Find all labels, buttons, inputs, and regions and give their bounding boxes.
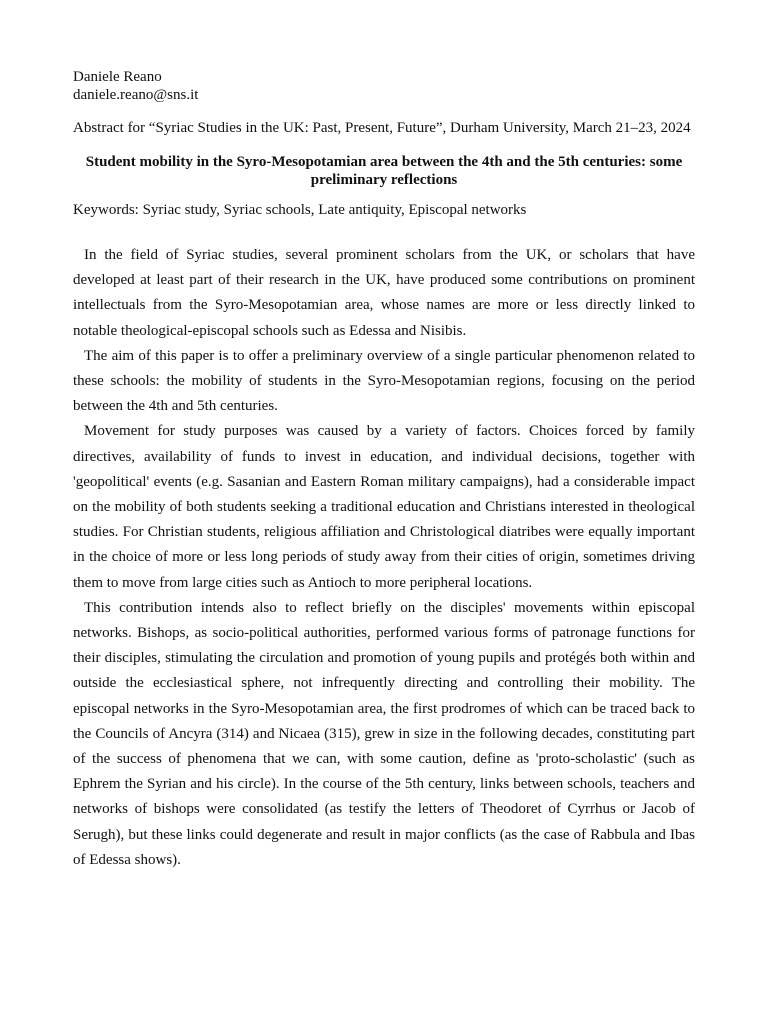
author-email: daniele.reano@sns.it [73,87,199,103]
body-paragraph: Movement for study purposes was caused by a variety of factors. Choices forced by family directives, availability of funds to invest in education, and individual decisions, together with 'geopolitical' events (e.g. Sasanian and Eastern Roman military campaigns), had a considerable impact on the mobility of both students seeking a traditional education and Christians interested in theological studies. For Christian students, religious affiliation and Christological diatribes were equally important in the choice of more or less long periods of study away from their cities of origin, sometimes driving them to move from large cities such as Antioch to more peripheral locations. [73,423,695,591]
abstract-body [73,243,695,873]
document-page [73,68,695,873]
abstract-for-line: Abstract for “Syriac Studies in the UK: Past, Present, Future”, Durham University, March 21–23, 2024 [73,120,691,136]
keywords-line: Keywords: Syriac study, Syriac schools, Late antiquity, Episcopal networks [73,202,527,218]
author-name: Daniele Reano [73,69,162,85]
body-paragraph: The aim of this paper is to offer a preliminary overview of a single particular phenomenon related to these schools: the mobility of students in the Syro-Mesopotamian regions, focusing on the period between the 4th and 5th centuries. [73,347,695,415]
author-block [73,68,695,104]
body-paragraph: In the field of Syriac studies, several prominent scholars from the UK, or scholars that have developed at least part of their research in the UK, have produced some contributions on prominent intellectuals from the Syro-Mesopotamian area, whose names are more or less directly linked to notable theological-episcopal schools such as Edessa and Nisibis. [73,247,695,339]
paper-title: Student mobility in the Syro-Mesopotamian area between the 4th and the 5th centuries: some preliminary reflections [85,154,683,188]
body-paragraph: This contribution intends also to reflect briefly on the disciples' movements within episcopal networks. Bishops, as socio-political authorities, performed various forms of patronage functions for their disciples, stimulating the circulation and promotion of young pupils and protégés both within and outside the ecclesiastical sphere, not infrequently directing and controlling their mobility. The episcopal networks in the Syro-Mesopotamian area, the first prodromes of which can be traced back to the Councils of Ancyra (314) and Nicaea (315), grew in size in the following decades, constituting part of the success of phenomena that we can, with some caution, define as 'proto-scholastic' (such as Ephrem the Syrian and his circle). In the course of the 5th century, links between schools, teachers and networks of bishops were consolidated (as testify the letters of Theodoret of Cyrrhus or Jacob of Serugh), but these links could degenerate and result in major conflicts (as the case of Rabbula and Ibas of Edessa shows). [73,599,695,868]
